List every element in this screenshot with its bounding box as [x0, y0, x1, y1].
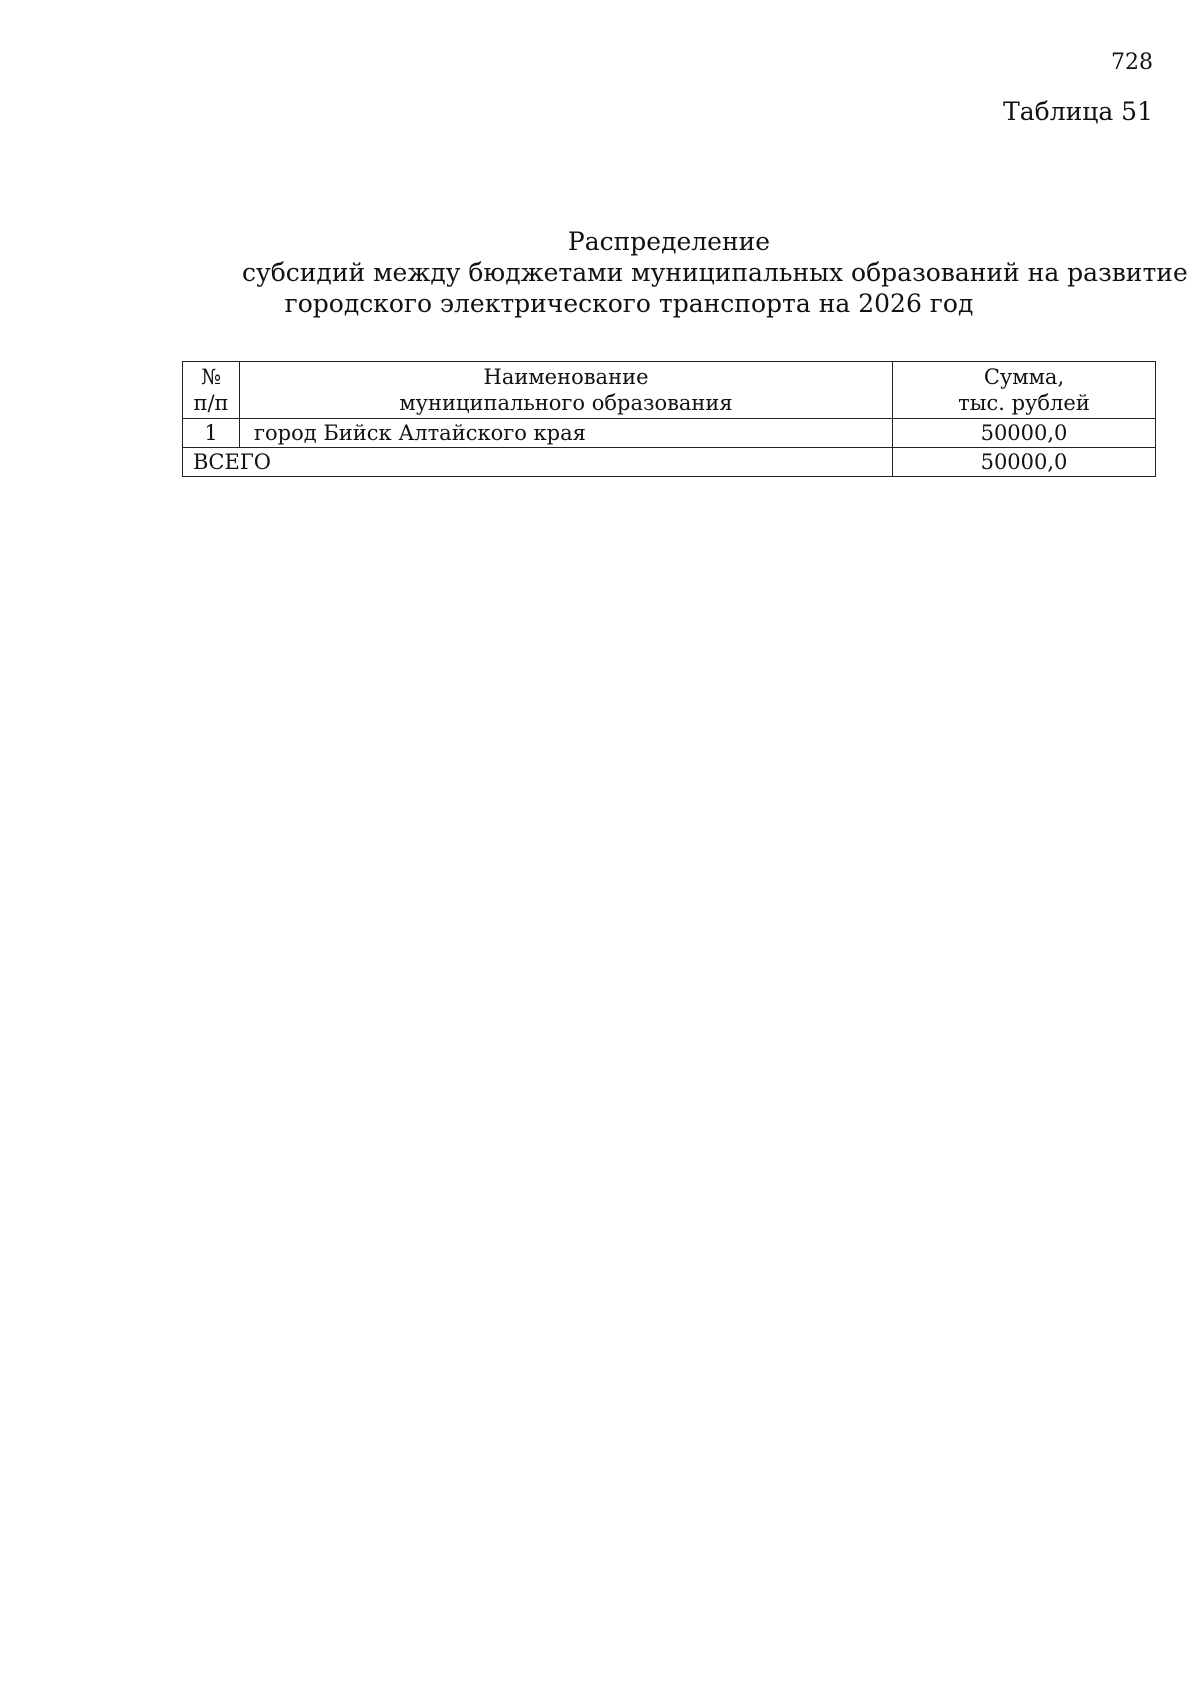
- header-sum: [893, 362, 1156, 419]
- distribution-table: [182, 361, 1156, 477]
- table-row: [183, 419, 1156, 448]
- total-sum: 50000,0: [893, 448, 1156, 477]
- header-sum-line-2: тыс. рублей: [958, 391, 1090, 415]
- table-reference: Таблица 51: [1003, 97, 1153, 126]
- row-number: 1: [183, 419, 240, 448]
- header-sum-line-1: Сумма,: [983, 365, 1065, 389]
- heading-line-1: Распределение: [567, 227, 771, 256]
- heading-line-3: городского электрического транспорта на 2026 год: [284, 289, 974, 318]
- header-number: [183, 362, 240, 419]
- header-number-line-2: п/п: [193, 391, 229, 415]
- row-municipality-name: город Бийск Алтайского края: [240, 419, 893, 448]
- row-sum: 50000,0: [893, 419, 1156, 448]
- header-name: [240, 362, 893, 419]
- header-number-line-1: №: [201, 365, 221, 389]
- header-name-line-1: Наименование: [483, 365, 649, 389]
- header-name-line-2: муниципального образования: [399, 391, 733, 415]
- total-label: ВСЕГО: [183, 448, 893, 477]
- document-heading: [182, 226, 1188, 319]
- page-number: 728: [1111, 50, 1153, 75]
- heading-line-2: субсидий между бюджетами муниципальных образований на развитие: [242, 258, 1188, 287]
- table-header-row: [183, 362, 1156, 419]
- table-total-row: [183, 448, 1156, 477]
